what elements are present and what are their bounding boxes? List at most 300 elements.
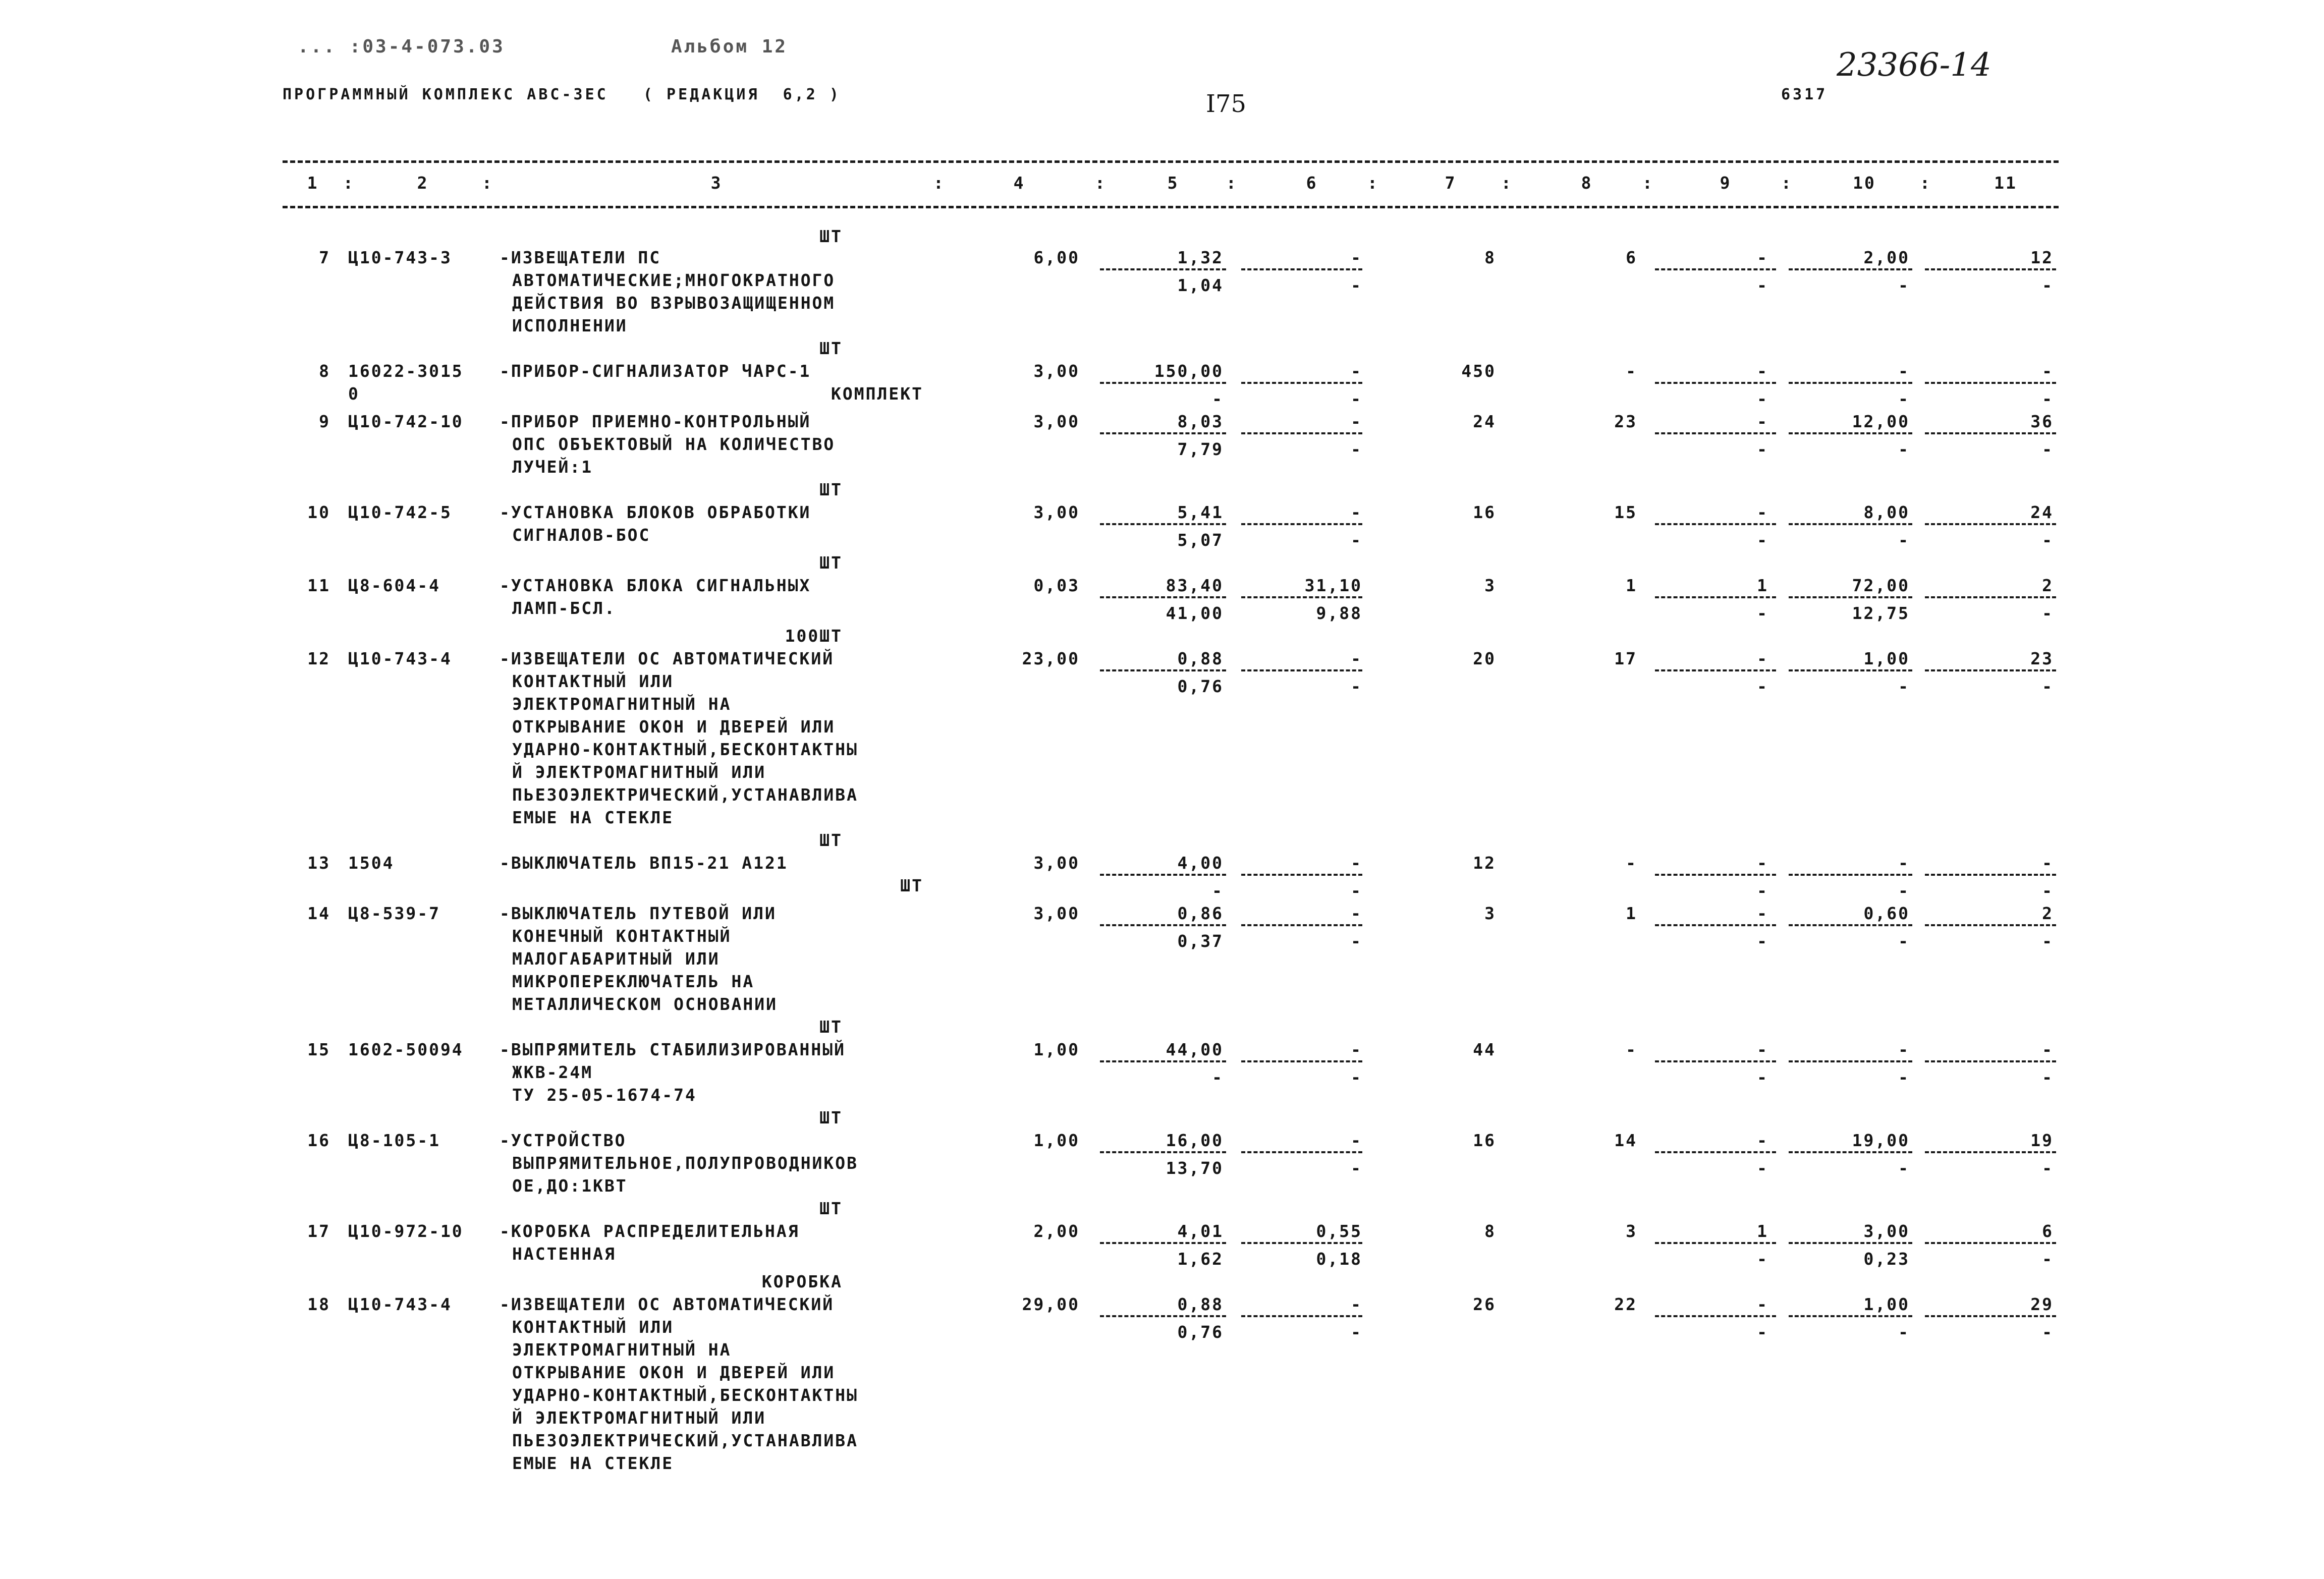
column-header: 9 xyxy=(1720,173,1732,193)
row-code: Ц10-742-5 xyxy=(348,502,452,522)
total-cost-value: 20 xyxy=(1473,649,1496,668)
cell-separator xyxy=(1655,268,1776,270)
cell-separator xyxy=(1241,596,1362,598)
column-header: 3 xyxy=(710,173,723,193)
labor-machine-total-value: - xyxy=(2042,389,2054,409)
unit-cost-wage-value: - xyxy=(1212,881,1224,900)
column-divider: : xyxy=(1781,173,1793,193)
unit-cost-wage-value: 0,76 xyxy=(1177,1322,1224,1342)
unit-label: ШТ xyxy=(819,1108,843,1127)
cell-separator xyxy=(1925,523,2056,525)
description-line: -ИЗВЕЩАТЕЛИ ОС АВТОМАТИЧЕСКИЙ xyxy=(500,1294,835,1314)
labor-value: 1,00 xyxy=(1863,1294,1910,1314)
cell-separator xyxy=(1241,924,1362,926)
unit-cost-wage-value: 1,62 xyxy=(1177,1249,1224,1269)
cell-separator xyxy=(1241,1315,1362,1317)
column-divider: : xyxy=(1095,173,1106,193)
row-code: Ц10-972-10 xyxy=(348,1221,464,1241)
total-cost-value: 12 xyxy=(1473,853,1496,873)
description-line: -ИЗВЕЩАТЕЛИ ПС xyxy=(500,248,661,267)
cell-separator xyxy=(1655,1060,1776,1062)
machine-wage-value: - xyxy=(1351,389,1362,409)
cell-separator xyxy=(1789,1060,1912,1062)
cell-separator xyxy=(1100,1060,1226,1062)
labor-machine-total-value: - xyxy=(2042,1158,2054,1178)
description-line: Й ЭЛЕКТРОМАГНИТНЫЙ ИЛИ xyxy=(512,1408,766,1428)
wage-total-value: 22 xyxy=(1614,1294,1637,1314)
quantity-value: 23,00 xyxy=(1022,649,1080,668)
cell-separator xyxy=(1241,382,1362,384)
machine-wage-value: 0,18 xyxy=(1316,1249,1362,1269)
labor-value: 8,00 xyxy=(1863,502,1910,522)
labor-total-value: 12 xyxy=(2030,248,2054,267)
unit-cost-value: 4,01 xyxy=(1177,1221,1224,1241)
machine-wage-total-value: - xyxy=(1757,931,1768,951)
row-code: Ц10-742-10 xyxy=(348,412,464,431)
row-number: 18 xyxy=(307,1294,330,1314)
description-line: ОТКРЫВАНИЕ ОКОН И ДВЕРЕЙ ИЛИ xyxy=(512,1363,836,1382)
unit-cost-wage-value: - xyxy=(1212,1067,1224,1087)
description-line: СИГНАЛОВ-БОС xyxy=(512,525,651,545)
machine-wage-value: 9,88 xyxy=(1316,603,1362,623)
row-number: 7 xyxy=(319,248,330,267)
cell-separator xyxy=(1925,669,2056,671)
cell-separator xyxy=(1100,268,1226,270)
column-divider: : xyxy=(343,173,355,193)
machine-cost-value: - xyxy=(1351,853,1362,873)
wage-total-value: 1 xyxy=(1626,904,1637,923)
cell-separator xyxy=(1241,268,1362,270)
total-cost-value: 16 xyxy=(1473,1131,1496,1150)
description-line: ЕМЫЕ НА СТЕКЛЕ xyxy=(512,808,674,827)
machine-wage-total-value: - xyxy=(1757,1249,1768,1269)
cell-separator xyxy=(1925,596,2056,598)
labor-machine-value: 0,23 xyxy=(1863,1249,1910,1269)
unit-label: ШТ xyxy=(819,339,843,358)
cell-separator xyxy=(1100,382,1226,384)
labor-total-value: 36 xyxy=(2030,412,2054,431)
row-code: Ц8-105-1 xyxy=(348,1131,440,1150)
machine-wage-total-value: - xyxy=(1757,1322,1768,1342)
cell-separator xyxy=(1789,432,1912,434)
unit-label: ШТ xyxy=(819,227,843,246)
labor-machine-total-value: - xyxy=(2042,1249,2054,1269)
labor-machine-value: - xyxy=(1898,275,1910,295)
archive-stamp: ... :03-4-073.03 xyxy=(298,36,505,57)
labor-value: 0,60 xyxy=(1863,904,1910,923)
unit-label: ШТ xyxy=(819,480,843,499)
document-code: 6317 xyxy=(1781,86,1828,103)
machine-total-value: - xyxy=(1757,1040,1768,1059)
labor-total-value: 24 xyxy=(2030,502,2054,522)
machine-cost-value: - xyxy=(1351,1294,1362,1314)
unit-label: 100ШТ xyxy=(785,626,843,646)
labor-total-value: 19 xyxy=(2030,1131,2054,1150)
wage-total-value: - xyxy=(1626,361,1637,381)
cell-separator xyxy=(1925,268,2056,270)
labor-machine-value: 12,75 xyxy=(1852,603,1910,623)
machine-cost-value: - xyxy=(1351,904,1362,923)
labor-machine-total-value: - xyxy=(2042,931,2054,951)
unit-cost-wage-value: 0,37 xyxy=(1177,931,1224,951)
total-cost-value: 26 xyxy=(1473,1294,1496,1314)
cell-separator xyxy=(1100,1242,1226,1244)
labor-value: 2,00 xyxy=(1863,248,1910,267)
labor-total-value: - xyxy=(2042,361,2054,381)
description-line: ПЬЕЗОЭЛЕКТРИЧЕСКИЙ,УСТАНАВЛИВА xyxy=(512,785,859,805)
row-number: 10 xyxy=(307,502,330,522)
machine-wage-value: - xyxy=(1351,931,1362,951)
cell-separator xyxy=(1241,669,1362,671)
unit-cost-value: 8,03 xyxy=(1177,412,1224,431)
cell-separator xyxy=(1655,1315,1776,1317)
labor-total-value: 2 xyxy=(2042,904,2054,923)
cell-separator xyxy=(1789,382,1912,384)
unit-cost-value: 0,86 xyxy=(1177,904,1224,923)
cell-separator xyxy=(1789,1151,1912,1153)
machine-total-value: - xyxy=(1757,649,1768,668)
header-rule-bottom xyxy=(283,206,2059,208)
wage-total-value: 1 xyxy=(1626,576,1637,595)
unit-cost-wage-value: 41,00 xyxy=(1166,603,1224,623)
machine-cost-value: - xyxy=(1351,1040,1362,1059)
labor-machine-value: - xyxy=(1898,1158,1910,1178)
labor-machine-value: - xyxy=(1898,1067,1910,1087)
header-rule-top xyxy=(283,160,2059,163)
column-divider: : xyxy=(482,173,493,193)
row-number: 17 xyxy=(307,1221,330,1241)
sheet-number: I75 xyxy=(1206,90,1247,118)
cell-separator xyxy=(1100,1315,1226,1317)
labor-machine-value: - xyxy=(1898,1322,1910,1342)
cell-separator xyxy=(1925,874,2056,876)
machine-wage-value: - xyxy=(1351,1322,1362,1342)
description-line: МЕТАЛЛИЧЕСКОМ ОСНОВАНИИ xyxy=(512,994,778,1014)
column-header: 1 xyxy=(307,173,319,193)
description-line: ПЬЕЗОЭЛЕКТРИЧЕСКИЙ,УСТАНАВЛИВА xyxy=(512,1431,859,1450)
labor-value: 12,00 xyxy=(1852,412,1910,431)
row-number: 13 xyxy=(307,853,330,873)
total-cost-value: 16 xyxy=(1473,502,1496,522)
column-divider: : xyxy=(933,173,945,193)
album-stamp: Альбом 12 xyxy=(671,36,788,57)
total-cost-value: 450 xyxy=(1461,361,1496,381)
cell-separator xyxy=(1100,596,1226,598)
machine-wage-total-value: - xyxy=(1757,1158,1768,1178)
wage-total-value: - xyxy=(1626,853,1637,873)
row-number: 15 xyxy=(307,1040,330,1059)
column-header: 5 xyxy=(1167,173,1179,193)
row-number: 14 xyxy=(307,904,330,923)
row-code: 16022-3015 0 xyxy=(348,361,475,404)
description-line: МАЛОГАБАРИТНЫЙ ИЛИ xyxy=(512,949,720,969)
machine-total-value: - xyxy=(1757,1294,1768,1314)
description-line: -УСТАНОВКА БЛОКА СИГНАЛЬНЫХ xyxy=(500,576,811,595)
cell-separator xyxy=(1789,1242,1912,1244)
column-header: 2 xyxy=(417,173,429,193)
machine-cost-value: - xyxy=(1351,1131,1362,1150)
labor-machine-total-value: - xyxy=(2042,275,2054,295)
description-line: КОНТАКТНЫЙ ИЛИ xyxy=(512,1317,674,1337)
description-line: АВТОМАТИЧЕСКИЕ;МНОГОКРАТНОГО xyxy=(512,270,836,290)
description-line: НАСТЕННАЯ xyxy=(512,1244,616,1264)
unit-cost-value: 0,88 xyxy=(1177,649,1224,668)
description-line: КОНТАКТНЫЙ ИЛИ xyxy=(512,671,674,691)
description-line: КОНЕЧНЫЙ КОНТАКТНЫЙ xyxy=(512,926,732,946)
cell-separator xyxy=(1100,432,1226,434)
machine-wage-value: - xyxy=(1351,275,1362,295)
quantity-value: 6,00 xyxy=(1033,248,1080,267)
row-code: Ц10-743-4 xyxy=(348,649,452,668)
labor-machine-value: - xyxy=(1898,881,1910,900)
description-line: -ВЫКЛЮЧАТЕЛЬ ПУТЕВОЙ ИЛИ xyxy=(500,904,777,923)
description-line: -ПРИБОР-СИГНАЛИЗАТОР ЧАРС-1 xyxy=(500,361,811,381)
description-line: ИСПОЛНЕНИИ xyxy=(512,316,628,335)
row-code: Ц8-604-4 xyxy=(348,576,440,595)
cell-separator xyxy=(1789,268,1912,270)
column-divider: : xyxy=(1501,173,1513,193)
description-line: Й ЭЛЕКТРОМАГНИТНЫЙ ИЛИ xyxy=(512,762,766,782)
cell-separator xyxy=(1925,1315,2056,1317)
cell-separator xyxy=(1925,382,2056,384)
column-divider: : xyxy=(1226,173,1238,193)
description-line: ЕМЫЕ НА СТЕКЛЕ xyxy=(512,1453,674,1473)
cell-separator xyxy=(1241,432,1362,434)
column-header: 4 xyxy=(1013,173,1025,193)
quantity-value: 1,00 xyxy=(1033,1040,1080,1059)
labor-machine-total-value: - xyxy=(2042,881,2054,900)
description-line: -ПРИБОР ПРИЕМНО-КОНТРОЛЬНЫЙ xyxy=(500,412,811,431)
column-header: 7 xyxy=(1445,173,1457,193)
labor-machine-value: - xyxy=(1898,439,1910,459)
description-line: ВЫПРЯМИТЕЛЬНОЕ,ПОЛУПРОВОДНИКОВ xyxy=(512,1153,859,1173)
machine-wage-total-value: - xyxy=(1757,676,1768,696)
labor-total-value: - xyxy=(2042,853,2054,873)
machine-wage-total-value: - xyxy=(1757,881,1768,900)
column-header: 6 xyxy=(1306,173,1318,193)
description-line: ЛАМП-БСЛ. xyxy=(512,598,616,618)
cell-separator xyxy=(1925,1060,2056,1062)
labor-value: 19,00 xyxy=(1852,1131,1910,1150)
cell-separator xyxy=(1655,382,1776,384)
cell-separator xyxy=(1100,924,1226,926)
row-number: 16 xyxy=(307,1131,330,1150)
total-cost-value: 3 xyxy=(1484,576,1496,595)
machine-total-value: - xyxy=(1757,412,1768,431)
document-signature: 23366-14 xyxy=(1837,46,1991,84)
machine-wage-total-value: - xyxy=(1757,530,1768,550)
total-cost-value: 24 xyxy=(1473,412,1496,431)
unit-cost-value: 5,41 xyxy=(1177,502,1224,522)
machine-total-value: 1 xyxy=(1757,1221,1768,1241)
cell-separator xyxy=(1241,1242,1362,1244)
description-line: -УСТАНОВКА БЛОКОВ ОБРАБОТКИ xyxy=(500,502,811,522)
wage-total-value: 14 xyxy=(1614,1131,1637,1150)
description-line: -УСТРОЙСТВО xyxy=(500,1131,627,1150)
description-line: ДЕЙСТВИЯ ВО ВЗРЫВОЗАЩИЩЕННОМ xyxy=(512,293,836,313)
labor-total-value: 2 xyxy=(2042,576,2054,595)
labor-total-value: 29 xyxy=(2030,1294,2054,1314)
labor-value: - xyxy=(1898,361,1910,381)
column-divider: : xyxy=(1642,173,1654,193)
machine-cost-value: 0,55 xyxy=(1316,1221,1362,1241)
row-code: Ц10-743-4 xyxy=(348,1294,452,1314)
unit-cost-value: 1,32 xyxy=(1177,248,1224,267)
row-number: 9 xyxy=(319,412,330,431)
quantity-value: 0,03 xyxy=(1033,576,1080,595)
cell-separator xyxy=(1655,924,1776,926)
quantity-value: 3,00 xyxy=(1033,361,1080,381)
column-header: 10 xyxy=(1853,173,1876,193)
cell-separator xyxy=(1100,874,1226,876)
description-line: -ВЫКЛЮЧАТЕЛЬ ВП15-21 А121 xyxy=(500,853,788,873)
quantity-value: 3,00 xyxy=(1033,412,1080,431)
machine-wage-value: - xyxy=(1351,530,1362,550)
unit-label: ШТ xyxy=(819,1017,843,1037)
unit-cost-value: 4,00 xyxy=(1177,853,1224,873)
labor-machine-total-value: - xyxy=(2042,530,2054,550)
description-line: -КОРОБКА РАСПРЕДЕЛИТЕЛЬНАЯ xyxy=(500,1221,800,1241)
labor-machine-total-value: - xyxy=(2042,603,2054,623)
machine-cost-value: - xyxy=(1351,361,1362,381)
cell-separator xyxy=(1925,1151,2056,1153)
unit-cost-value: 44,00 xyxy=(1166,1040,1224,1059)
description-line: МИКРОПЕРЕКЛЮЧАТЕЛЬ НА xyxy=(512,972,755,991)
machine-wage-total-value: - xyxy=(1757,1067,1768,1087)
wage-total-value: 15 xyxy=(1614,502,1637,522)
wage-total-value: 23 xyxy=(1614,412,1637,431)
description-line: ОЕ,ДО:1КВТ xyxy=(512,1176,628,1196)
cell-separator xyxy=(1925,1242,2056,1244)
wage-total-value: 3 xyxy=(1626,1221,1637,1241)
cell-separator xyxy=(1789,669,1912,671)
cell-separator xyxy=(1789,874,1912,876)
cell-separator xyxy=(1655,432,1776,434)
total-cost-value: 8 xyxy=(1484,1221,1496,1241)
row-number: 11 xyxy=(307,576,330,595)
description-line: УДАРНО-КОНТАКТНЫЙ,БЕСКОНТАКТНЫ xyxy=(512,1385,859,1405)
total-cost-value: 8 xyxy=(1484,248,1496,267)
wage-total-value: - xyxy=(1626,1040,1637,1059)
row-code: 1602-50094 xyxy=(348,1040,464,1059)
row-code: Ц10-743-3 xyxy=(348,248,452,267)
cell-separator xyxy=(1789,596,1912,598)
cell-separator xyxy=(1241,874,1362,876)
quantity-value: 1,00 xyxy=(1033,1131,1080,1150)
cell-separator xyxy=(1241,523,1362,525)
labor-machine-total-value: - xyxy=(2042,676,2054,696)
cell-separator xyxy=(1100,523,1226,525)
unit-cost-value: 16,00 xyxy=(1166,1131,1224,1150)
description-line: ЖКВ-24М xyxy=(512,1062,593,1082)
machine-cost-value: - xyxy=(1351,412,1362,431)
cell-separator xyxy=(1241,1151,1362,1153)
unit-label: ШТ xyxy=(819,553,843,573)
labor-value: 3,00 xyxy=(1863,1221,1910,1241)
machine-total-value: - xyxy=(1757,1131,1768,1150)
unit-cost-value: 83,40 xyxy=(1166,576,1224,595)
cell-separator xyxy=(1100,1151,1226,1153)
machine-wage-total-value: - xyxy=(1757,603,1768,623)
program-title: ПРОГРАММНЫЙ КОМПЛЕКС АВС-ЗЕС ( РЕДАКЦИЯ 6,2 ) xyxy=(283,86,841,103)
cell-separator xyxy=(1655,874,1776,876)
labor-machine-total-value: - xyxy=(2042,1067,2054,1087)
unit-cost-value: 150,00 xyxy=(1154,361,1224,381)
unit-cost-wage-value: - xyxy=(1212,389,1224,409)
description-line: УДАРНО-КОНТАКТНЫЙ,БЕСКОНТАКТНЫ xyxy=(512,740,859,759)
labor-machine-value: - xyxy=(1898,389,1910,409)
labor-machine-value: - xyxy=(1898,530,1910,550)
machine-wage-value: - xyxy=(1351,439,1362,459)
unit-cost-wage-value: 13,70 xyxy=(1166,1158,1224,1178)
wage-total-value: 6 xyxy=(1626,248,1637,267)
labor-value: 1,00 xyxy=(1863,649,1910,668)
labor-machine-total-value: - xyxy=(2042,1322,2054,1342)
labor-machine-total-value: - xyxy=(2042,439,2054,459)
machine-cost-value: - xyxy=(1351,649,1362,668)
machine-wage-total-value: - xyxy=(1757,389,1768,409)
labor-machine-value: - xyxy=(1898,676,1910,696)
total-cost-value: 44 xyxy=(1473,1040,1496,1059)
labor-value: 72,00 xyxy=(1852,576,1910,595)
labor-total-value: 23 xyxy=(2030,649,2054,668)
unit-label: КОМПЛЕКТ xyxy=(831,384,923,404)
cell-separator xyxy=(1925,432,2056,434)
cell-separator xyxy=(1655,669,1776,671)
machine-cost-value: - xyxy=(1351,502,1362,522)
labor-value: - xyxy=(1898,1040,1910,1059)
column-header: 11 xyxy=(1994,173,2017,193)
labor-total-value: - xyxy=(2042,1040,2054,1059)
cell-separator xyxy=(1655,1151,1776,1153)
unit-cost-wage-value: 7,79 xyxy=(1177,439,1224,459)
unit-cost-value: 0,88 xyxy=(1177,1294,1224,1314)
cell-separator xyxy=(1241,1060,1362,1062)
unit-cost-wage-value: 5,07 xyxy=(1177,530,1224,550)
row-code: Ц8-539-7 xyxy=(348,904,440,923)
machine-wage-value: - xyxy=(1351,881,1362,900)
machine-wage-value: - xyxy=(1351,1158,1362,1178)
cell-separator xyxy=(1100,669,1226,671)
unit-cost-wage-value: 1,04 xyxy=(1177,275,1224,295)
cell-separator xyxy=(1789,924,1912,926)
machine-total-value: - xyxy=(1757,361,1768,381)
machine-wage-value: - xyxy=(1351,676,1362,696)
unit-label: ШТ xyxy=(819,1199,843,1218)
labor-total-value: 6 xyxy=(2042,1221,2054,1241)
labor-machine-value: - xyxy=(1898,931,1910,951)
quantity-value: 2,00 xyxy=(1033,1221,1080,1241)
description-line: ЭЛЕКТРОМАГНИТНЫЙ НА xyxy=(512,694,732,714)
unit-label: КОРОБКА xyxy=(761,1272,843,1291)
machine-wage-total-value: - xyxy=(1757,275,1768,295)
total-cost-value: 3 xyxy=(1484,904,1496,923)
machine-cost-value: - xyxy=(1351,248,1362,267)
machine-total-value: - xyxy=(1757,853,1768,873)
column-divider: : xyxy=(1920,173,1931,193)
quantity-value: 29,00 xyxy=(1022,1294,1080,1314)
description-line: ОПС ОБЪЕКТОВЫЙ НА КОЛИЧЕСТВО xyxy=(512,434,836,454)
quantity-value: 3,00 xyxy=(1033,853,1080,873)
row-code: 1504 xyxy=(348,853,395,873)
column-divider: : xyxy=(1367,173,1379,193)
cell-separator xyxy=(1655,523,1776,525)
cell-separator xyxy=(1789,523,1912,525)
machine-total-value: - xyxy=(1757,248,1768,267)
cell-separator xyxy=(1655,1242,1776,1244)
description-line: ОТКРЫВАНИЕ ОКОН И ДВЕРЕЙ ИЛИ xyxy=(512,717,836,737)
machine-cost-value: 31,10 xyxy=(1304,576,1362,595)
